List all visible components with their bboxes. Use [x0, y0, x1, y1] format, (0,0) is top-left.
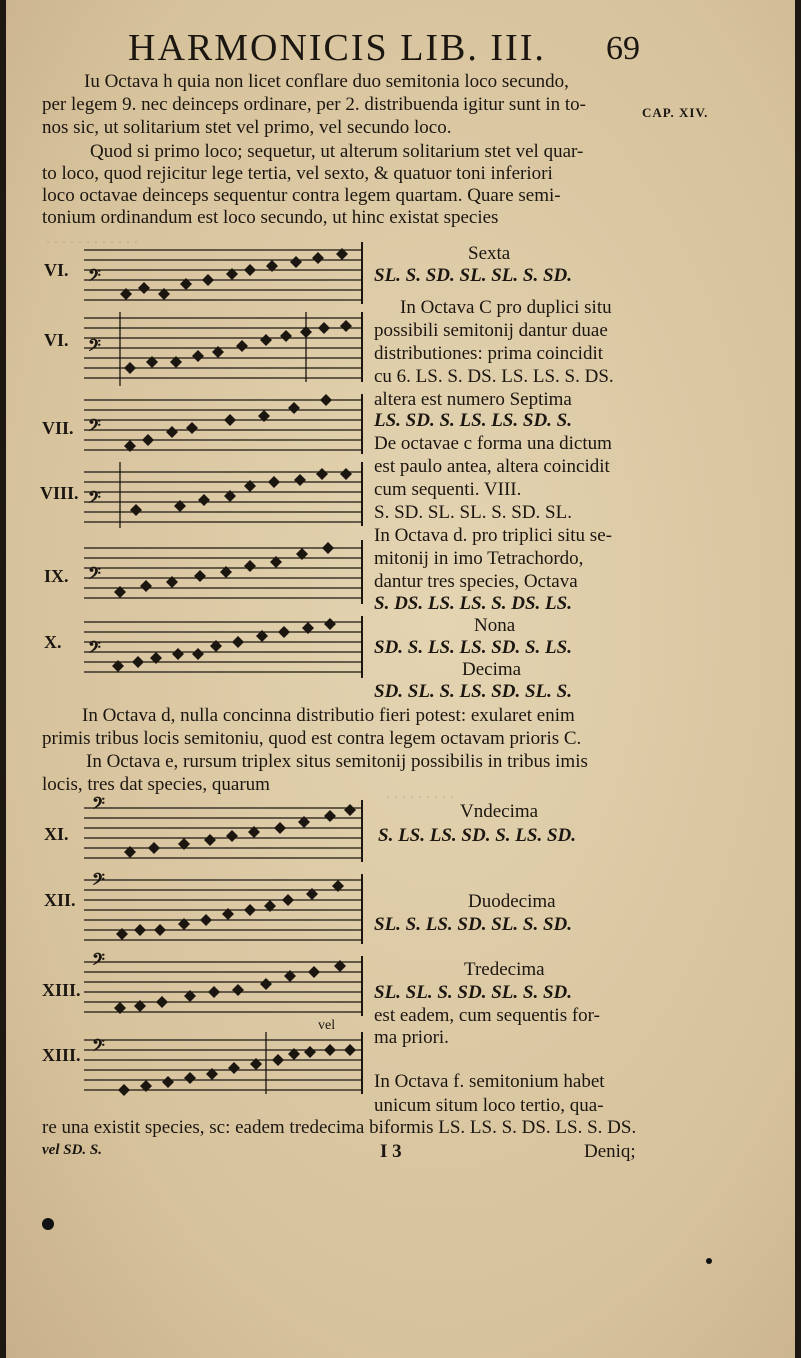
species-formula: SD. SL. S. LS. SD. SL. S. — [374, 681, 572, 702]
species-formula: S. DS. LS. LS. S. DS. LS. — [374, 593, 572, 614]
species-formula: S. LS. LS. SD. S. LS. SD. — [378, 825, 576, 846]
right-column-line: In Octava d. pro triplici situ se- — [374, 525, 612, 546]
page-number: 69 — [606, 30, 640, 67]
ink-spot — [42, 1218, 54, 1230]
para1-line: Iu Octava h quia non licet conflare duo semitonia loco secundo, — [84, 71, 569, 92]
species-formula: SL. S. SD. SL. SL. S. SD. — [374, 265, 572, 286]
right-column-line: est paulo antea, altera coincidit — [374, 456, 610, 477]
bass-clef-icon: 𝄢 — [92, 949, 105, 973]
bass-clef-icon: 𝄢 — [92, 1035, 105, 1059]
signature-mark: I 3 — [380, 1141, 402, 1162]
bass-clef-icon: 𝄢 — [88, 265, 101, 289]
right-column-line: distributiones: prima coincidit — [374, 343, 604, 364]
right-column-line: cu 6. LS. S. DS. LS. LS. S. DS. — [374, 366, 614, 387]
right-column-line: cum sequenti. VIII. — [374, 479, 522, 500]
ink-spot — [706, 1258, 712, 1264]
right-column-line: In Octava f. semitonium habet — [374, 1071, 605, 1092]
example-label: VI. — [44, 330, 69, 350]
species-formula: SL. S. LS. SD. SL. S. SD. — [374, 914, 572, 935]
example-label: XIII. — [42, 980, 81, 1000]
book-page — [6, 0, 795, 1358]
para3-line: In Octava d, nulla concinna distributio fieri potest: exularet enim — [82, 705, 575, 726]
example-label: VII. — [42, 418, 74, 438]
species-formula: SL. SL. S. SD. SL. S. SD. — [374, 982, 572, 1003]
species-name: Vndecima — [460, 801, 539, 822]
para3-line: locis, tres dat species, quarum — [42, 774, 270, 795]
para2-line: loco octavae deinceps sequentur contra legem quartam. Quare semi- — [42, 185, 561, 206]
bleed-through-text: . . . . . . . . . . . . — [46, 230, 138, 247]
species-name: Decima — [462, 659, 522, 680]
final-line-fragment: vel SD. S. — [42, 1142, 102, 1158]
para2-line: tonium ordinandum est loco secundo, ut hinc existat species — [42, 207, 499, 228]
catchword: Deniq; — [584, 1141, 636, 1162]
chapter-margin-note: CAP. XIV. — [642, 105, 709, 120]
example-label: IX. — [44, 566, 69, 586]
para3-line: In Octava e, rursum triplex situs semitonij possibilis in tribus imis — [86, 751, 588, 772]
species-formula: S. SD. SL. SL. S. SD. SL. — [374, 502, 572, 523]
right-column-line: altera est numero Septima — [374, 389, 572, 410]
example-label: X. — [44, 632, 62, 652]
right-column-line: possibili semitonij dantur duae — [374, 320, 608, 341]
species-formula: LS. SD. S. LS. LS. SD. S. — [374, 410, 572, 431]
species-formula: SD. S. LS. LS. SD. S. LS. — [374, 637, 572, 658]
right-column-line: est eadem, cum sequentis for- — [374, 1005, 600, 1026]
species-name: Duodecima — [468, 891, 556, 912]
species-name: Tredecima — [464, 959, 545, 980]
example-label: XI. — [44, 824, 69, 844]
right-column-line: dantur tres species, Octava — [374, 571, 578, 592]
para2-line: Quod si primo loco; sequetur, ut alterum solitarium stet vel quar- — [90, 141, 584, 162]
bleed-through-text: . . . . . . . . . — [386, 785, 454, 802]
bass-clef-icon: 𝄢 — [88, 637, 101, 661]
bass-clef-icon: 𝄢 — [88, 487, 101, 511]
example-label: VIII. — [40, 483, 79, 503]
bass-clef-icon: 𝄢 — [88, 563, 101, 587]
para1-line: nos sic, ut solitarium stet vel primo, vel secundo loco. — [42, 117, 452, 138]
bass-clef-icon: 𝄢 — [88, 415, 101, 439]
right-column-line: In Octava C pro duplici situ — [400, 297, 612, 318]
right-column-line: unicum situm loco tertio, qua- — [374, 1095, 604, 1116]
right-column-line: De octavae c forma una dictum — [374, 433, 612, 454]
right-column-line: ma priori. — [374, 1027, 449, 1048]
bass-clef-icon: 𝄢 — [88, 335, 101, 359]
music-examples-lower — [84, 796, 366, 1106]
bass-clef-icon: 𝄢 — [92, 869, 105, 893]
music-examples-upper — [84, 236, 366, 706]
para3-line: primis tribus locis semitoniu, quod est contra legem octavam prioris C. — [42, 728, 582, 749]
running-title: HARMONICIS LIB. III. — [128, 27, 546, 69]
right-column-line: mitonij in imo Tetrachordo, — [374, 548, 584, 569]
species-name: Nona — [474, 615, 516, 636]
example-label: XII. — [44, 890, 76, 910]
final-line: re una existit species, sc: eadem tredecima biformis LS. LS. S. DS. LS. S. DS. — [42, 1117, 637, 1138]
example-label: XIII. — [42, 1045, 81, 1065]
note-diamonds — [112, 248, 352, 672]
example-label: VI. — [44, 260, 69, 280]
vel-label: vel — [318, 1018, 336, 1033]
species-name: Sexta — [468, 243, 511, 264]
bass-clef-icon: 𝄢 — [92, 796, 105, 817]
para2-line: to loco, quod rejicitur lege tertia, vel sexto, & quatuor toni inferiori — [42, 163, 553, 184]
para1-line: per legem 9. nec deinceps ordinare, per 2. distribuenda igitur sunt in to- — [42, 94, 586, 115]
